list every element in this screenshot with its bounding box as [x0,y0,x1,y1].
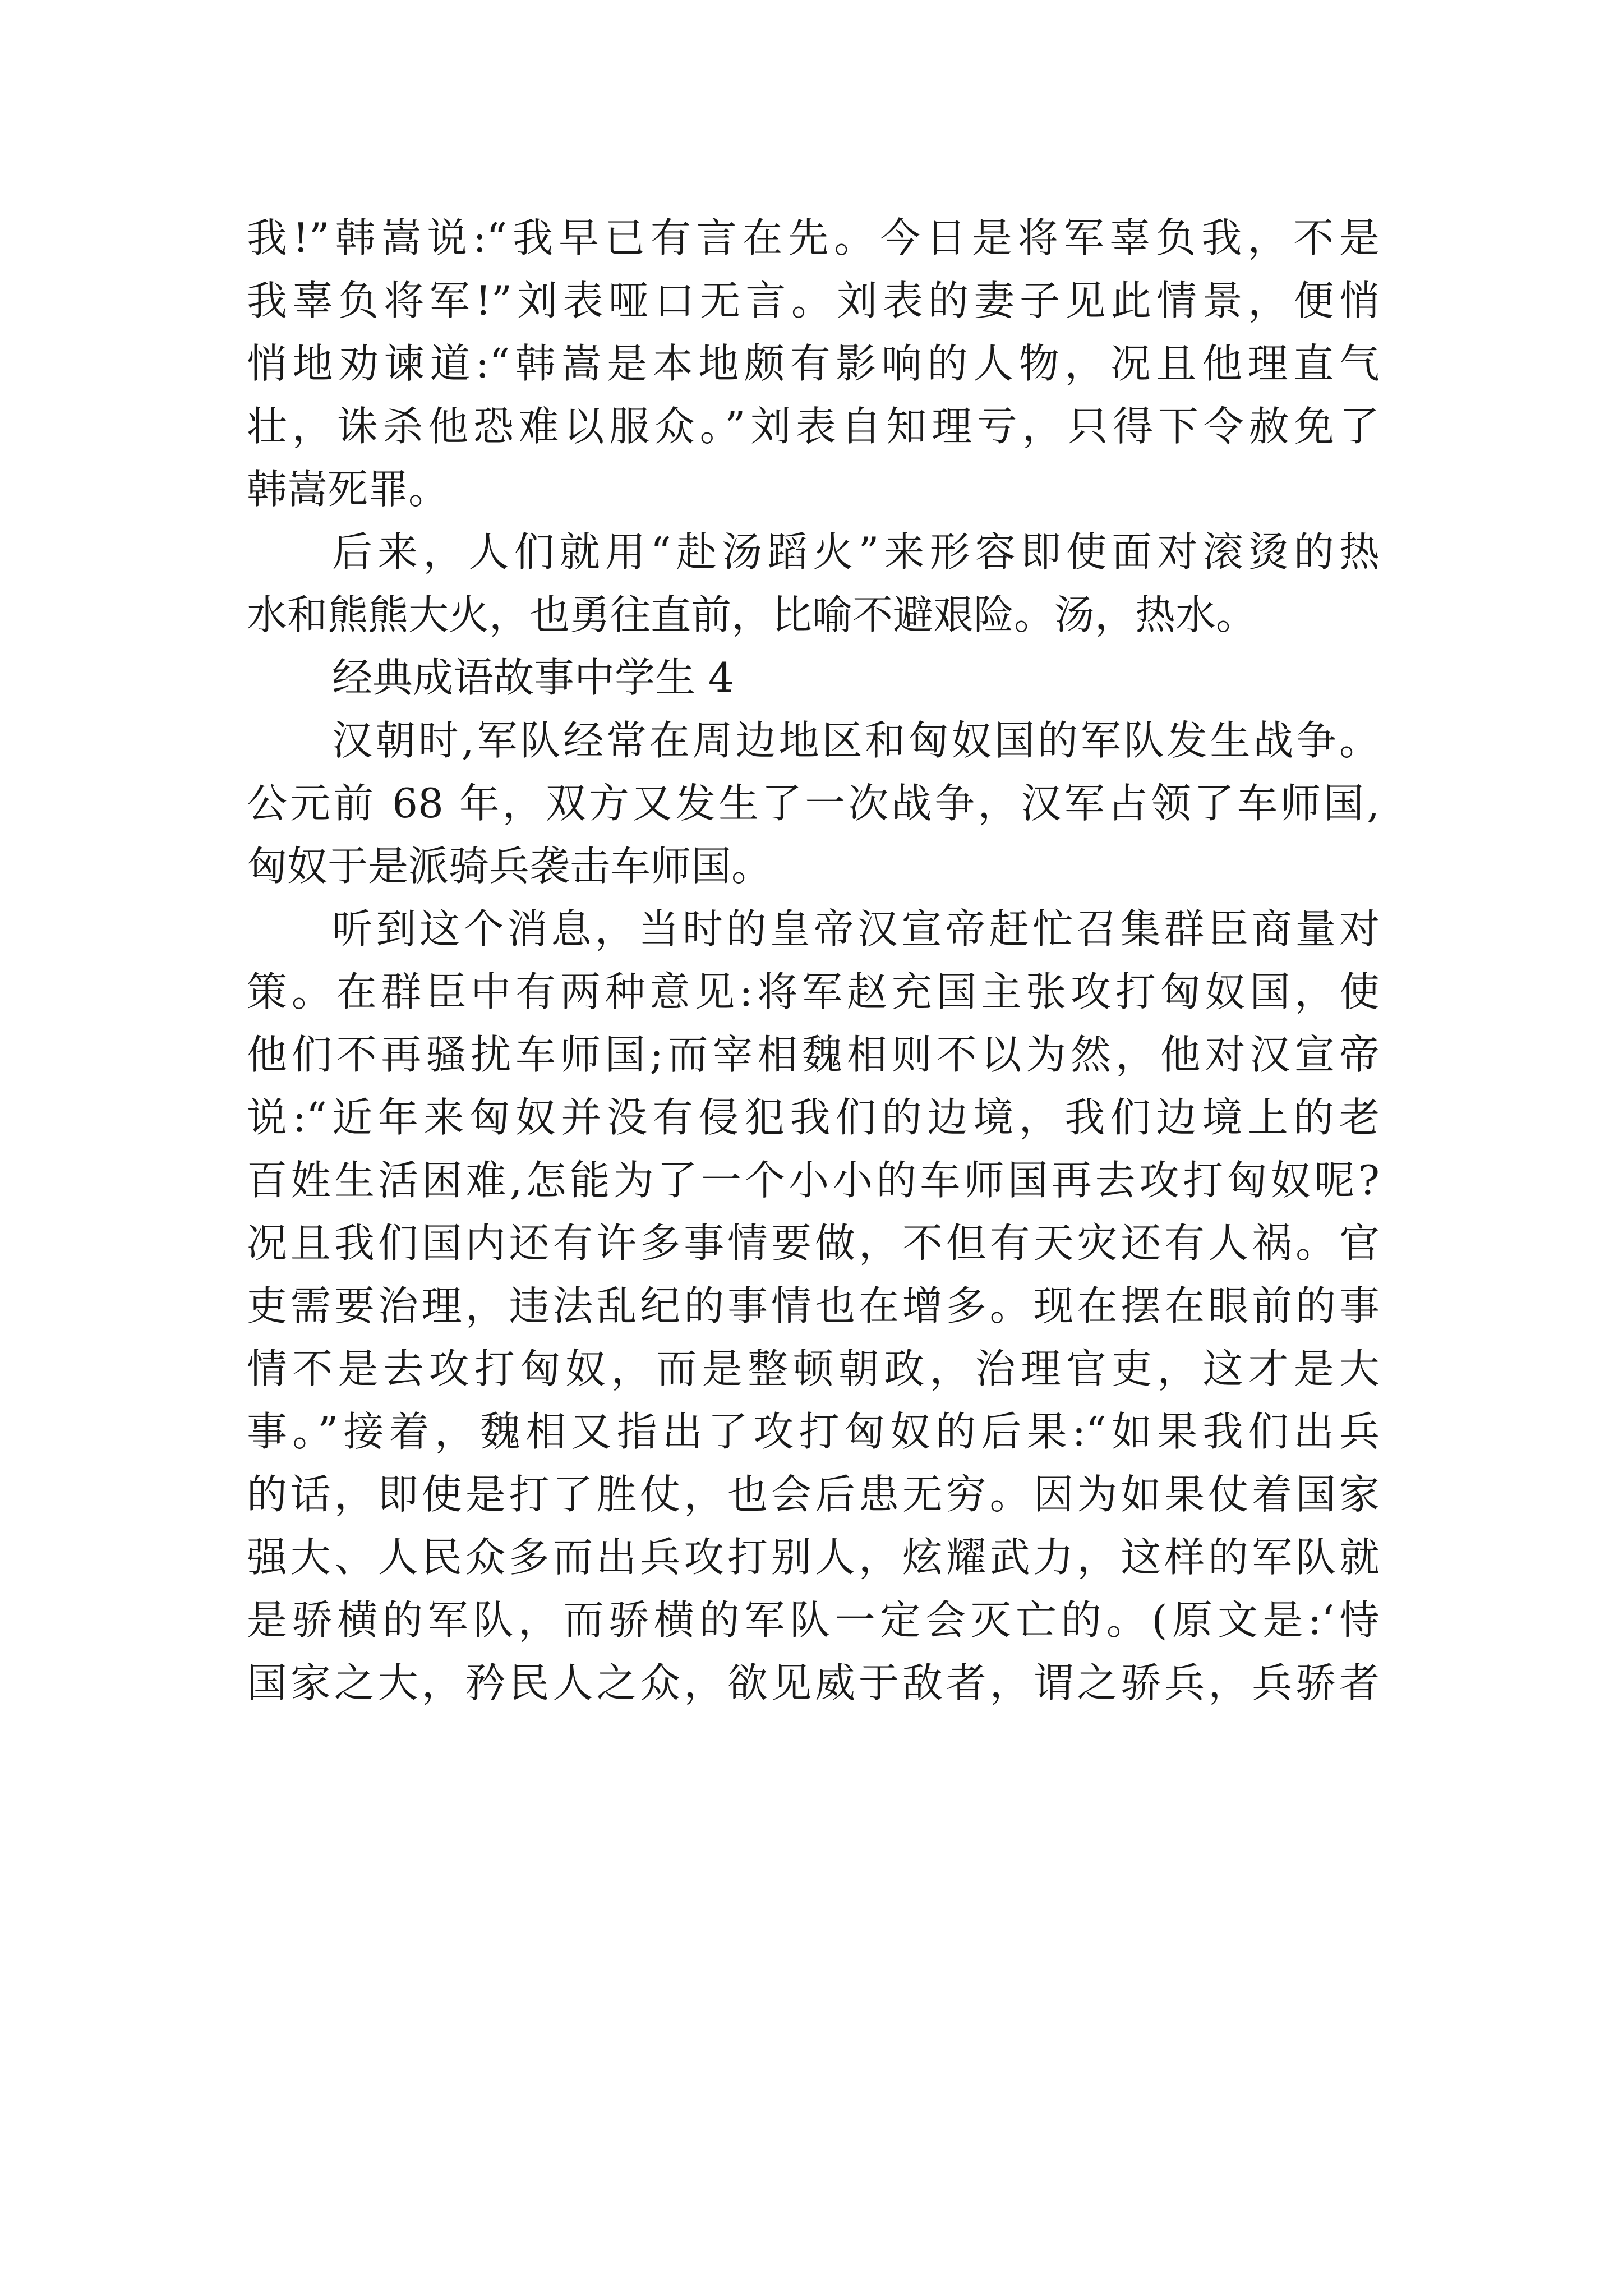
text-line: 公元前 68 年，双方又发生了一次战争，汉军占领了车师国, [247,780,1380,827]
text-line: 悄地劝谏道:“韩嵩是本地颇有影响的人物，况且他理直气 [247,340,1380,387]
text-line: 水和熊熊大火，也勇往直前，比喻不避艰险。汤，热水。 [247,591,1257,638]
text-line: 听到这个消息，当时的皇帝汉宣帝赶忙召集群臣商量对 [332,905,1380,953]
text-line: 后来，人们就用“赴汤蹈火”来形容即使面对滚烫的热 [332,528,1380,576]
text-line: 况且我们国内还有许多事情要做，不但有天灾还有人祸。官 [247,1220,1380,1267]
text-line: 壮，诛杀他恐难以服众。”刘表自知理亏，只得下令赦免了 [247,403,1380,450]
text-line: 说:“近年来匈奴并没有侵犯我们的边境，我们边境上的老 [247,1094,1380,1141]
text-line: 我辜负将军!”刘表哑口无言。刘表的妻子见此情景，便悄 [247,277,1380,324]
text-line: 国家之大，矜民人之众，欲见威于敌者，谓之骄兵，兵骄者 [247,1659,1380,1706]
text-line: 的话，即使是打了胜仗，也会后患无穷。因为如果仗着国家 [247,1471,1380,1518]
text-line: 吏需要治理，违法乱纪的事情也在增多。现在摆在眼前的事 [247,1282,1380,1329]
text-line: 他们不再骚扰车师国;而宰相魏相则不以为然，他对汉宣帝 [247,1031,1380,1078]
text-line: 百姓生活困难,怎能为了一个小小的车师国再去攻打匈奴呢? [247,1157,1380,1204]
text-line: 情不是去攻打匈奴，而是整顿朝政，治理官吏，这才是大 [247,1345,1380,1392]
section-heading: 经典成语故事中学生 4 [332,654,734,701]
text-line: 我!”韩嵩说:“我早已有言在先。今日是将军辜负我，不是 [247,214,1380,261]
document-body [247,206,1380,1714]
text-line: 事。”接着，魏相又指出了攻打匈奴的后果:“如果我们出兵 [247,1408,1380,1455]
text-line: 韩嵩死罪。 [247,466,449,513]
text-line: 策。在群臣中有两种意见:将军赵充国主张攻打匈奴国，使 [247,968,1380,1015]
text-line: 是骄横的军队，而骄横的军队一定会灭亡的。(原文是:‘恃 [247,1596,1380,1644]
text-line: 强大、人民众多而出兵攻打别人，炫耀武力，这样的军队就 [247,1534,1380,1581]
text-line: 匈奴于是派骑兵袭击车师国。 [247,843,772,890]
text-line: 汉朝时,军队经常在周边地区和匈奴国的军队发生战争。 [332,717,1380,764]
